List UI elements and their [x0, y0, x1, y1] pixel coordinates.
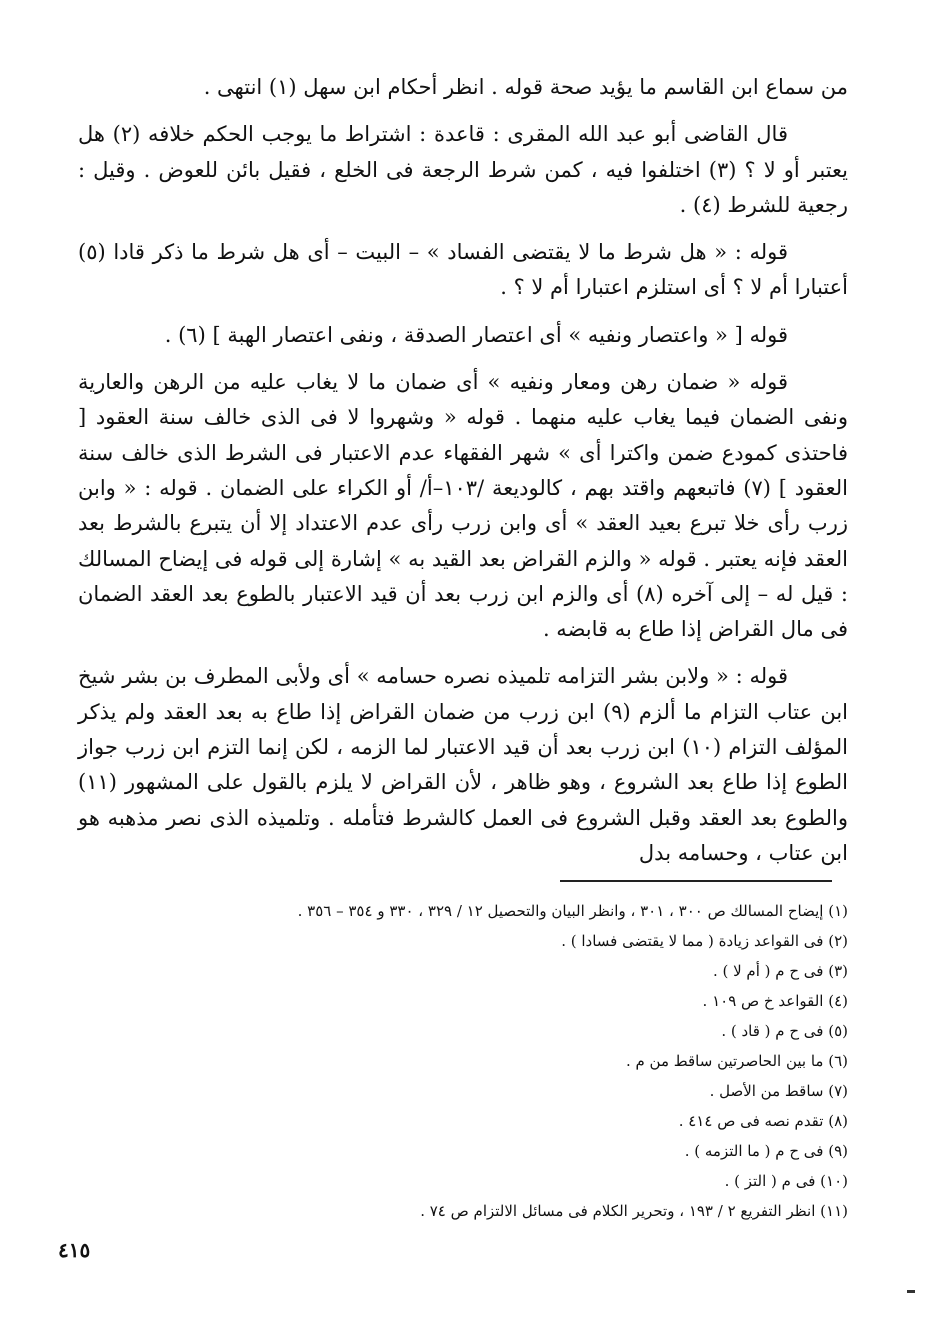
footnote-8: (٨) تقدم نصه فى ص ٤١٤ .	[678, 1112, 848, 1130]
footnote-9: (٩) فى ح م ( ما التزمه ) .	[684, 1142, 848, 1160]
paragraph-3: قوله : « هل شرط ما لا يقتضى الفساد » – البيت – أى هل شرط ما ذكر قادا (٥) أعتبارا أم لا ؟ أى استلزم اعتبارا أم لا ؟ .	[78, 240, 848, 300]
footnote-5: (٥) فى ح م ( قاد ) .	[721, 1022, 848, 1040]
footnote-10: (١٠) فى م ( التز ) .	[724, 1172, 848, 1190]
scan-mark	[907, 1290, 915, 1293]
footnote-11: (١١) انظر التفريع ٢ / ١٩٣ ، وتحرير الكلام فى مسائل الالتزام ص ٧٤ .	[420, 1202, 848, 1220]
footnote-7: (٧) ساقط من الأصل .	[709, 1082, 848, 1100]
paragraph-2: قال القاضى أبو عبد الله المقرى : قاعدة : اشتراط ما يوجب الحكم خلافه (٢) هل يعتبر أو لا ؟ (٣) اختلفوا فيه ، كمن شرط الرجعة فى الخلع ، فقيل بائن للعوض . وقيل : رجعية للشرط (٤) .	[78, 122, 849, 217]
paragraph-1: من سماع ابن القاسم ما يؤيد صحة قوله . انظر أحكام ابن سهل (١) انتهى .	[203, 75, 848, 99]
footnote-6: (٦) ما بين الحاصرتين ساقط من م .	[625, 1052, 848, 1070]
footnote-3: (٣) فى ح م ( أم لا ) .	[712, 962, 848, 980]
footnote-2: (٢) فى القواعد زيادة ( مما لا يقتضى فسادا ) .	[561, 932, 848, 950]
footnote-4: (٤) القواعد خ ص ١٠٩ .	[702, 992, 848, 1010]
footnote-divider	[560, 880, 832, 882]
paragraph-5: قوله « ضمان رهن ومعار ونفيه » أى ضمان ما لا يغاب عليه من الرهن والعارية ونفى الضمان فيما يغاب عليه منهما . قوله « وشهروا لا فى الذى خالف سنة العقود [ فاحتذى كمودع ضمن واكترا أى » شهر الفقهاء عدم الاعتبار فى الشرط الذى خالف سنة العقود ] (٧) فاتبعهم واقتد بهم ، كالوديعة /١٠٣–أ/ أو الكراء على الضمان . قوله : « وابن زرب رأى خلا تبرع بعيد العقد » أى وابن زرب رأى عدم الاعتداد إلا أن يتبرع بالشرط بعد العقد فإنه يعتبر . قوله « والزم القراض بعد القيد به » إشارة إلى قوله فى إيضاح المسالك : قيل له – إلى آخره (٨) أى والزم ابن زرب بعد أن قيد الاعتبار بالطوع بعد العقد الضمان فى مال القراض إذا طاع به قابضه .	[78, 370, 848, 642]
footnote-1: (١) إيضاح المسالك ص ٣٠٠ ، ٣٠١ ، وانظر البيان والتحصيل ١٢ / ٣٢٩ ، ٣٣٠ و ٣٥٤ – ٣٥٦ .	[297, 902, 848, 920]
page-number: ٤١٥	[58, 1238, 91, 1262]
footnotes	[200, 896, 848, 1226]
paragraph-4: قوله [ « واعتصار ونفيه » أى اعتصار الصدقة ، ونفى اعتصار الهبة ] (٦) .	[164, 322, 788, 347]
paragraph-6: قوله : « ولابن بشر التزامه تلميذه نصره حسامه » أى ولأبى المطرف بن بشر شيخ ابن عتاب التزام ما ألزم (٩) ابن زرب من ضمان القراض إذا طاع به بعد العقد ولم يذكر المؤلف التزام (١٠) ابن زرب بعد أن قيد الاعتبار لما الزمه ، لكن إنما التزم ابن زرب جواز الطوع إذا طاع بعد الشروع ، وهو ظاهر ، لأن القراض لا يلزم بالقول على المشهور (١١) والطوع بعد العقد وقبل الشروع فى العمل كالشرط فتأمله . وتلميذه الذى نصر مذهبه هو ابن عتاب ، وحسامه بدل	[78, 664, 849, 865]
main-text	[78, 70, 848, 871]
